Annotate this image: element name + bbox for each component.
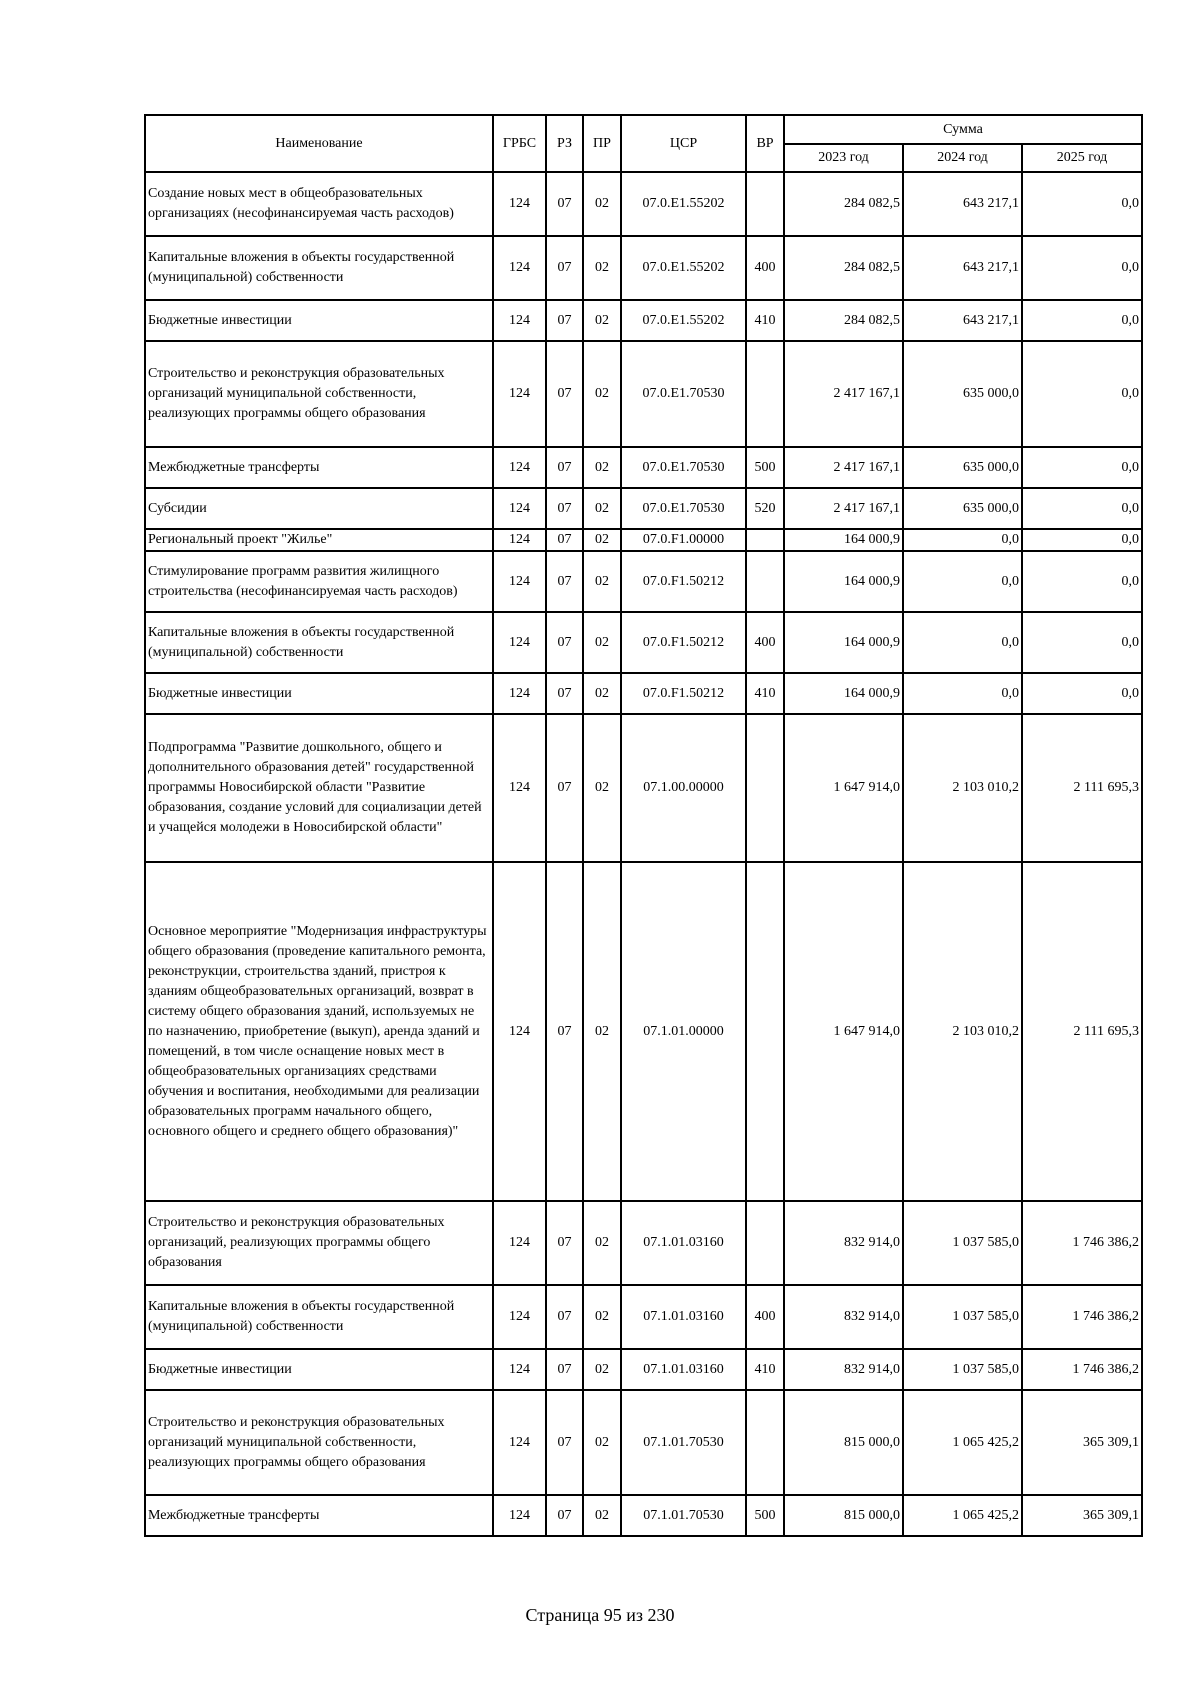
budget-sheet — [144, 114, 1141, 1537]
row-sum-2025: 0,0 — [1022, 529, 1142, 551]
row-sum-2025: 2 111 695,3 — [1022, 714, 1142, 862]
row-rz: 07 — [546, 551, 583, 612]
row-rz: 07 — [546, 341, 583, 447]
row-rz: 07 — [546, 673, 583, 714]
row-sum-2024: 1 037 585,0 — [903, 1285, 1022, 1349]
row-name: Бюджетные инвестиции — [145, 1349, 493, 1390]
row-sum-2023: 164 000,9 — [784, 551, 903, 612]
row-sum-2024: 643 217,1 — [903, 300, 1022, 341]
table-row — [145, 1285, 1142, 1349]
row-sum-2023: 284 082,5 — [784, 172, 903, 236]
row-rz: 07 — [546, 1201, 583, 1285]
row-name: Субсидии — [145, 488, 493, 529]
row-name: Стимулирование программ развития жилищного строительства (несофинансируемая часть расходов) — [145, 551, 493, 612]
row-sum-2024: 0,0 — [903, 529, 1022, 551]
row-vr: 500 — [746, 447, 784, 488]
row-pr: 02 — [583, 529, 621, 551]
row-sum-2025: 0,0 — [1022, 341, 1142, 447]
table-row — [145, 1495, 1142, 1536]
row-sum-2023: 164 000,9 — [784, 529, 903, 551]
row-vr — [746, 1201, 784, 1285]
row-rz: 07 — [546, 447, 583, 488]
table-row — [145, 172, 1142, 236]
row-pr: 02 — [583, 341, 621, 447]
row-sum-2025: 0,0 — [1022, 612, 1142, 673]
row-csr: 07.0.E1.70530 — [621, 341, 746, 447]
row-pr: 02 — [583, 551, 621, 612]
row-sum-2024: 0,0 — [903, 673, 1022, 714]
row-sum-2023: 284 082,5 — [784, 300, 903, 341]
row-name: Бюджетные инвестиции — [145, 300, 493, 341]
row-grbs: 124 — [493, 1201, 546, 1285]
row-grbs: 124 — [493, 673, 546, 714]
row-csr: 07.0.F1.50212 — [621, 612, 746, 673]
row-pr: 02 — [583, 714, 621, 862]
row-pr: 02 — [583, 612, 621, 673]
row-name: Строительство и реконструкция образовательных организаций муниципальной собственности, реализующих программы общего образования — [145, 1390, 493, 1495]
row-name: Подпрограмма "Развитие дошкольного, общего и дополнительного образования детей" государственной программы Новосибирской области "Развитие образования, создание условий для социализации детей и учащейся молодежи в Новосибирской области" — [145, 714, 493, 862]
row-name: Региональный проект "Жилье" — [145, 529, 493, 551]
row-pr: 02 — [583, 236, 621, 300]
row-sum-2023: 164 000,9 — [784, 673, 903, 714]
row-rz: 07 — [546, 612, 583, 673]
row-pr: 02 — [583, 1349, 621, 1390]
header-csr: ЦСР — [621, 115, 746, 172]
row-vr — [746, 714, 784, 862]
row-name: Капитальные вложения в объекты государственной (муниципальной) собственности — [145, 612, 493, 673]
row-pr: 02 — [583, 300, 621, 341]
row-sum-2024: 643 217,1 — [903, 236, 1022, 300]
row-name: Капитальные вложения в объекты государственной (муниципальной) собственности — [145, 236, 493, 300]
header-year-2023: 2023 год — [784, 144, 903, 172]
table-row — [145, 673, 1142, 714]
header-sum: Сумма — [784, 115, 1142, 144]
table-row — [145, 236, 1142, 300]
row-csr: 07.0.F1.50212 — [621, 551, 746, 612]
row-pr: 02 — [583, 447, 621, 488]
row-sum-2025: 1 746 386,2 — [1022, 1285, 1142, 1349]
row-vr: 410 — [746, 1349, 784, 1390]
row-rz: 07 — [546, 1390, 583, 1495]
row-grbs: 124 — [493, 612, 546, 673]
row-pr: 02 — [583, 1201, 621, 1285]
row-grbs: 124 — [493, 714, 546, 862]
row-sum-2023: 284 082,5 — [784, 236, 903, 300]
row-csr: 07.1.01.03160 — [621, 1201, 746, 1285]
row-vr — [746, 551, 784, 612]
row-csr: 07.0.E1.70530 — [621, 447, 746, 488]
row-name: Строительство и реконструкция образовательных организаций муниципальной собственности, реализующих программы общего образования — [145, 341, 493, 447]
row-grbs: 124 — [493, 172, 546, 236]
row-sum-2023: 1 647 914,0 — [784, 714, 903, 862]
row-grbs: 124 — [493, 1495, 546, 1536]
row-grbs: 124 — [493, 236, 546, 300]
row-sum-2025: 0,0 — [1022, 172, 1142, 236]
row-sum-2023: 1 647 914,0 — [784, 862, 903, 1201]
row-vr: 400 — [746, 236, 784, 300]
row-vr — [746, 529, 784, 551]
row-sum-2023: 832 914,0 — [784, 1285, 903, 1349]
row-sum-2023: 832 914,0 — [784, 1349, 903, 1390]
table-row — [145, 1390, 1142, 1495]
table-row — [145, 551, 1142, 612]
row-sum-2025: 365 309,1 — [1022, 1495, 1142, 1536]
row-pr: 02 — [583, 673, 621, 714]
row-csr: 07.0.F1.50212 — [621, 673, 746, 714]
row-sum-2025: 0,0 — [1022, 488, 1142, 529]
row-rz: 07 — [546, 1349, 583, 1390]
row-sum-2025: 0,0 — [1022, 300, 1142, 341]
table-row — [145, 341, 1142, 447]
row-grbs: 124 — [493, 529, 546, 551]
header-year-2024: 2024 год — [903, 144, 1022, 172]
row-csr: 07.1.01.03160 — [621, 1285, 746, 1349]
row-sum-2024: 635 000,0 — [903, 447, 1022, 488]
row-name: Создание новых мест в общеобразовательных организациях (несофинансируемая часть расходов) — [145, 172, 493, 236]
row-rz: 07 — [546, 1495, 583, 1536]
row-sum-2024: 635 000,0 — [903, 341, 1022, 447]
row-rz: 07 — [546, 529, 583, 551]
row-rz: 07 — [546, 1285, 583, 1349]
row-csr: 07.1.01.70530 — [621, 1390, 746, 1495]
row-sum-2025: 0,0 — [1022, 447, 1142, 488]
header-row-top — [145, 115, 1142, 144]
row-rz: 07 — [546, 862, 583, 1201]
row-vr — [746, 341, 784, 447]
header-year-2025: 2025 год — [1022, 144, 1142, 172]
table-row — [145, 862, 1142, 1201]
row-grbs: 124 — [493, 341, 546, 447]
row-vr — [746, 172, 784, 236]
row-csr: 07.1.00.00000 — [621, 714, 746, 862]
row-csr: 07.1.01.70530 — [621, 1495, 746, 1536]
row-sum-2025: 1 746 386,2 — [1022, 1201, 1142, 1285]
row-vr: 500 — [746, 1495, 784, 1536]
table-row — [145, 1201, 1142, 1285]
row-name: Бюджетные инвестиции — [145, 673, 493, 714]
row-vr: 400 — [746, 1285, 784, 1349]
header-pr: ПР — [583, 115, 621, 172]
row-sum-2023: 2 417 167,1 — [784, 447, 903, 488]
row-sum-2024: 0,0 — [903, 612, 1022, 673]
table-row — [145, 1349, 1142, 1390]
row-sum-2024: 643 217,1 — [903, 172, 1022, 236]
row-name: Межбюджетные трансферты — [145, 1495, 493, 1536]
row-grbs: 124 — [493, 447, 546, 488]
row-name: Основное мероприятие "Модернизация инфраструктуры общего образования (проведение капитального ремонта, реконструкции, строительства зданий, пристроя к зданиям общеобразовательных организаций, возврат в систему общего образования зданий, используемых не по назначению, приобретение (выкуп), аренда зданий и помещений, в том числе оснащение новых мест в общеобразовательных организациях средствами обучения и воспитания, необходимыми для реализации образовательных программ начального общего, основного общего и среднего общего образования)" — [145, 862, 493, 1201]
row-sum-2024: 0,0 — [903, 551, 1022, 612]
row-sum-2025: 365 309,1 — [1022, 1390, 1142, 1495]
row-sum-2025: 0,0 — [1022, 673, 1142, 714]
row-sum-2023: 164 000,9 — [784, 612, 903, 673]
table-row — [145, 488, 1142, 529]
row-sum-2024: 1 037 585,0 — [903, 1349, 1022, 1390]
row-sum-2024: 1 065 425,2 — [903, 1495, 1022, 1536]
row-vr — [746, 1390, 784, 1495]
row-vr: 400 — [746, 612, 784, 673]
table-row — [145, 612, 1142, 673]
row-vr: 520 — [746, 488, 784, 529]
row-sum-2023: 832 914,0 — [784, 1201, 903, 1285]
row-sum-2025: 0,0 — [1022, 236, 1142, 300]
header-rz: РЗ — [546, 115, 583, 172]
row-grbs: 124 — [493, 1349, 546, 1390]
row-vr — [746, 862, 784, 1201]
row-csr: 07.0.E1.70530 — [621, 488, 746, 529]
row-sum-2023: 2 417 167,1 — [784, 341, 903, 447]
row-sum-2024: 2 103 010,2 — [903, 714, 1022, 862]
row-sum-2024: 2 103 010,2 — [903, 862, 1022, 1201]
row-pr: 02 — [583, 172, 621, 236]
row-vr: 410 — [746, 673, 784, 714]
row-csr: 07.1.01.03160 — [621, 1349, 746, 1390]
row-sum-2025: 0,0 — [1022, 551, 1142, 612]
row-rz: 07 — [546, 714, 583, 862]
header-name: Наименование — [145, 115, 493, 172]
table-body — [145, 172, 1142, 1536]
header-vr: ВР — [746, 115, 784, 172]
row-sum-2024: 1 065 425,2 — [903, 1390, 1022, 1495]
row-rz: 07 — [546, 172, 583, 236]
row-csr: 07.0.E1.55202 — [621, 300, 746, 341]
row-sum-2023: 2 417 167,1 — [784, 488, 903, 529]
row-pr: 02 — [583, 1390, 621, 1495]
budget-table — [144, 114, 1143, 1537]
row-sum-2025: 2 111 695,3 — [1022, 862, 1142, 1201]
row-csr: 07.0.F1.00000 — [621, 529, 746, 551]
table-row — [145, 529, 1142, 551]
row-grbs: 124 — [493, 488, 546, 529]
row-csr: 07.0.E1.55202 — [621, 172, 746, 236]
row-grbs: 124 — [493, 1390, 546, 1495]
row-pr: 02 — [583, 1495, 621, 1536]
row-pr: 02 — [583, 1285, 621, 1349]
row-sum-2023: 815 000,0 — [784, 1390, 903, 1495]
row-rz: 07 — [546, 300, 583, 341]
table-row — [145, 300, 1142, 341]
table-row — [145, 447, 1142, 488]
row-grbs: 124 — [493, 1285, 546, 1349]
row-pr: 02 — [583, 862, 621, 1201]
row-sum-2024: 1 037 585,0 — [903, 1201, 1022, 1285]
row-pr: 02 — [583, 488, 621, 529]
table-row — [145, 714, 1142, 862]
row-csr: 07.0.E1.55202 — [621, 236, 746, 300]
row-name: Капитальные вложения в объекты государственной (муниципальной) собственности — [145, 1285, 493, 1349]
row-grbs: 124 — [493, 300, 546, 341]
row-sum-2024: 635 000,0 — [903, 488, 1022, 529]
row-vr: 410 — [746, 300, 784, 341]
header-grbs: ГРБС — [493, 115, 546, 172]
row-rz: 07 — [546, 236, 583, 300]
row-rz: 07 — [546, 488, 583, 529]
row-csr: 07.1.01.00000 — [621, 862, 746, 1201]
row-name: Строительство и реконструкция образовательных организаций, реализующих программы общего образования — [145, 1201, 493, 1285]
page-number: Страница 95 из 230 — [525, 1605, 675, 1625]
row-sum-2025: 1 746 386,2 — [1022, 1349, 1142, 1390]
row-grbs: 124 — [493, 551, 546, 612]
row-sum-2023: 815 000,0 — [784, 1495, 903, 1536]
row-grbs: 124 — [493, 862, 546, 1201]
row-name: Межбюджетные трансферты — [145, 447, 493, 488]
